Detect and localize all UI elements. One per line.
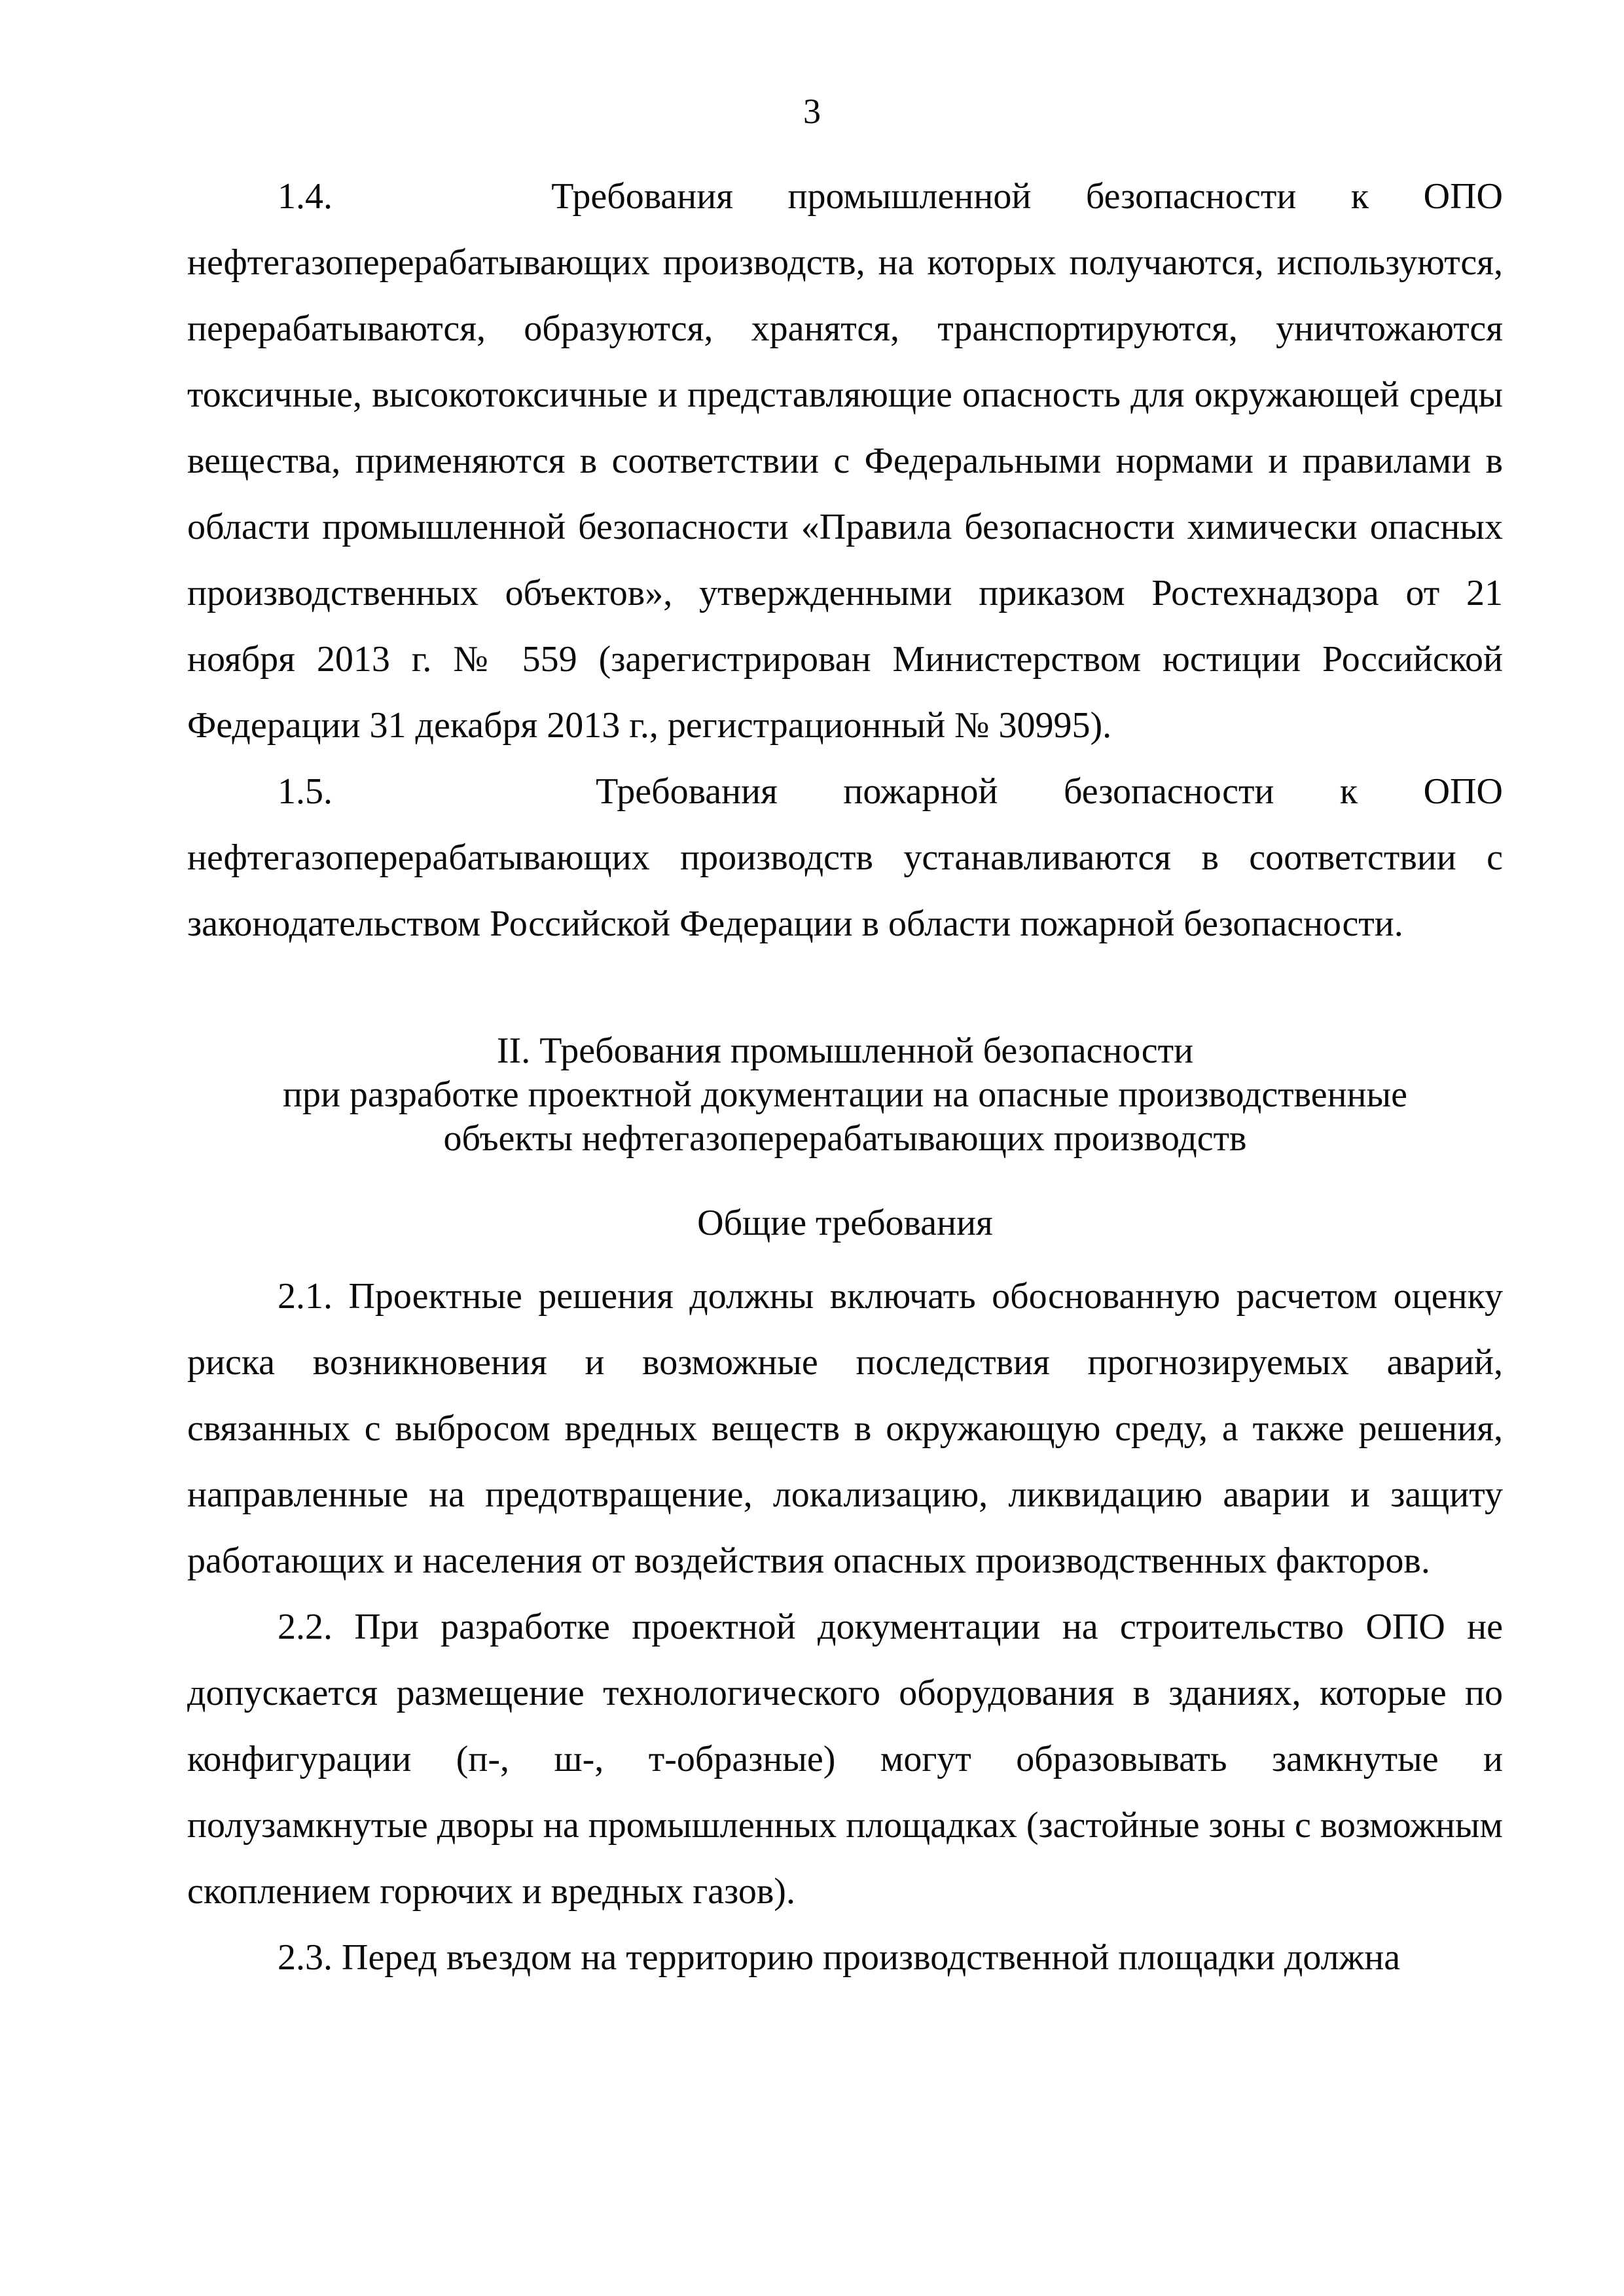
section-heading-line: при разработке проектной документации на опасные производственные (282, 1074, 1408, 1115)
sub-heading: Общие требования (697, 1203, 993, 1243)
section-heading-line: объекты нефтегазоперерабатывающих производств (443, 1118, 1247, 1159)
page-number: 3 (803, 92, 821, 131)
section-heading-line: II. Требования промышленной безопасности (496, 1030, 1194, 1071)
paragraph-1-5: 1.5. Требования пожарной безопасности к ОПО нефтегазоперерабатывающих производств устанавливаются в соответствии с законодательством Российской Федерации в области пожарной безопасности. (187, 771, 1503, 944)
paragraph-1-4: 1.4. Требования промышленной безопасности к ОПО нефтегазоперерабатывающих производств, на которых получаются, используются, перерабатываются, образуются, хранятся, транспортируются, уничтожаются токсичные, высокотоксичные и представляющие опасность для окружающей среды вещества, применяются в соответствии с Федеральными нормами и правилами в области промышленной безопасности «Правила безопасности химически опасных производственных объектов», утвержденными приказом Ростехнадзора от 21 ноября 2013 г. № 559 (зарегистрирован Министерством юстиции Российской Федерации 31 декабря 2013 г., регистрационный № 30995). (187, 176, 1503, 746)
paragraph-2-3: 2.3. Перед въездом на территорию производственной площадки должна (278, 1937, 1401, 1978)
paragraph-2-1: 2.1. Проектные решения должны включать обоснованную расчетом оценку риска возникновения и возможные последствия прогнозируемых аварий, связанных с выбросом вредных веществ в окружающую среду, а также решения, направленные на предотвращение, локализацию, ликвидацию аварии и защиту работающих и населения от воздействия опасных производственных факторов. (187, 1276, 1503, 1581)
paragraph-2-2: 2.2. При разработке проектной документации на строительство ОПО не допускается размещение технологического оборудования в зданиях, которые по конфигурации (п-, ш-, т-образные) могут образовывать замкнутые и полузамкнутые дворы на промышленных площадках (застойные зоны с возможным скоплением горючих и вредных газов). (187, 1607, 1503, 1912)
section-heading (187, 1029, 1503, 1161)
document-body (187, 164, 1503, 1991)
